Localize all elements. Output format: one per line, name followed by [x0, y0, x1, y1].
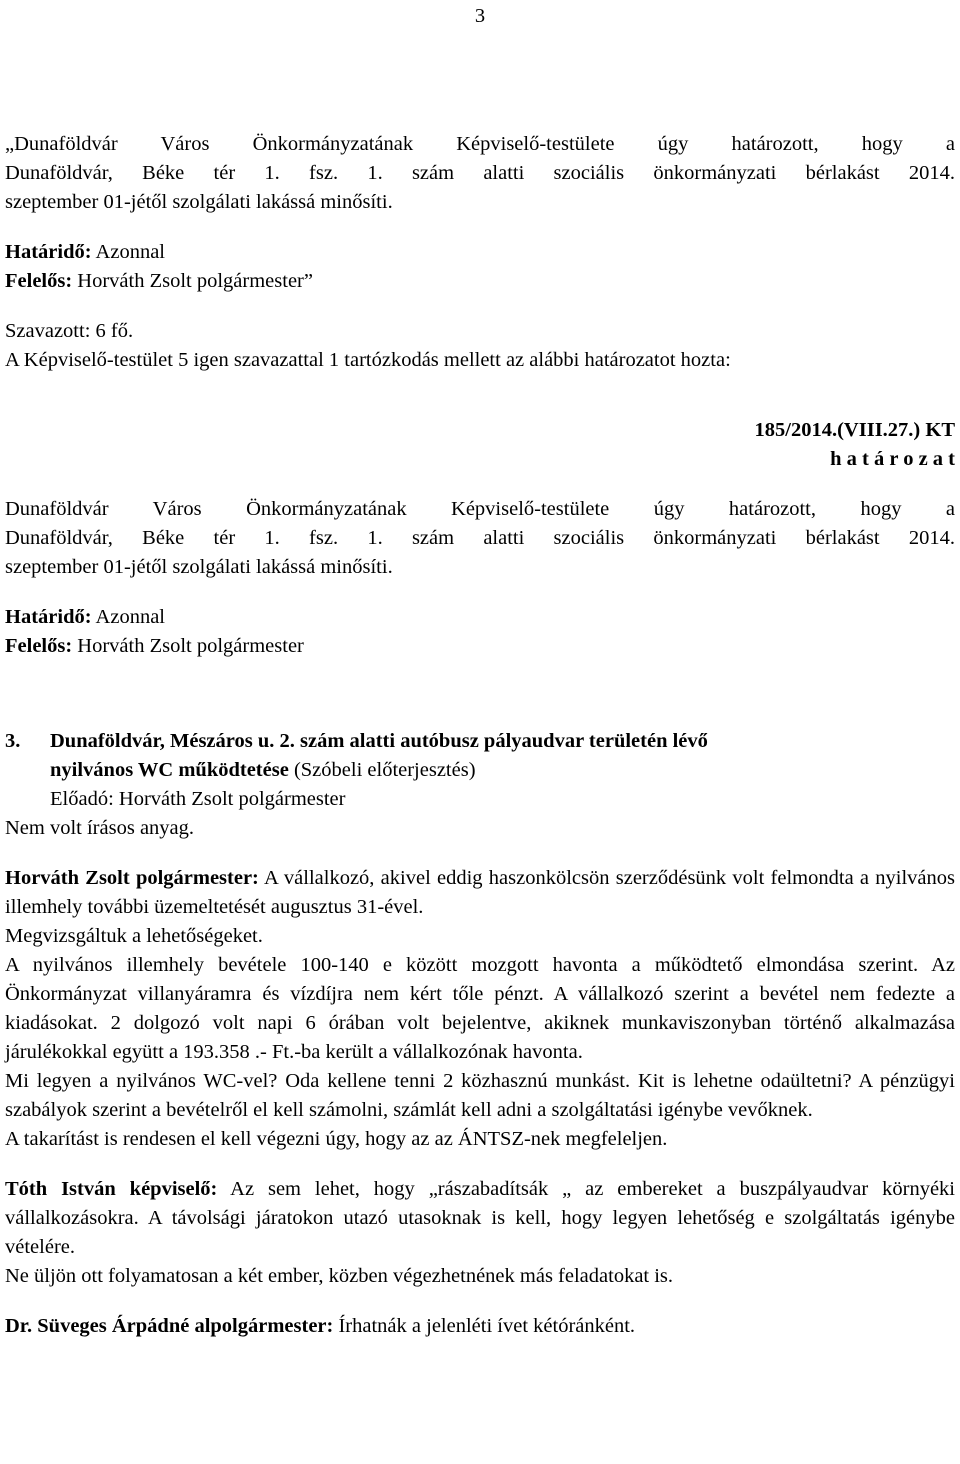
deadline-value: Azonnal	[91, 241, 165, 263]
speech-1-paragraph-4: Mi legyen a nyilvános WC-vel? Oda kellene tenni 2 közhasznú munkást. Kit is lehetne odaültetni? A pénzügyi szabályok szerint a bevételről el kell számolni, számlát kell adni a szolgáltatási igénybe vevőknek.	[5, 1070, 955, 1121]
agenda-presenter: Előadó: Horváth Zsolt polgármester	[50, 788, 346, 810]
agenda-title-bold: nyilvános WC működtetése	[50, 759, 289, 781]
resolution-deadline-value: Azonnal	[91, 606, 165, 628]
speech-1-text-1: A vállalkozó, akivel eddig haszonkölcsön szerződésünk volt felmondta a nyilvános illemhely további üzemeltetését augusztus 31-ével.	[5, 867, 955, 918]
speech-2-text-1: Az sem lehet, hogy „rászabadítsák „ az embereket a buszpályaudvar környéki vállalkozásokra. A távolsági járatokon utazó utasoknak is kell, hogy legyen lehetőség e szolgáltatás igénybe vételére.	[5, 1178, 955, 1258]
resolution-responsible-value: Horváth Zsolt polgármester	[72, 635, 304, 657]
speech-3-speaker: Dr. Süveges Árpádné alpolgármester:	[5, 1315, 334, 1337]
speech-2-speaker: Tóth István képviselő:	[5, 1178, 218, 1200]
speech-1-paragraph-3: A nyilvános illemhely bevétele 100-140 e között mozgott havonta a működtető elmondása szerint. Az Önkormányzat villanyáramra és vízdíjra nem kért tőle pénzt. A vállalkozó szerint a bevétel nem fedezte a kiadásokat. 2 dolgozó volt napi 6 órában volt bejelentve, akiknek munkaviszonyban történő alkalmazása járulékokkal együtt a 193.358 .- Ft.-ba került a vállalkozónak havonta.	[5, 954, 955, 1063]
resolution-deadline-label: Határidő:	[5, 606, 92, 628]
agenda-title-note: (Szóbeli előterjesztés)	[288, 759, 476, 781]
vote-result: A Képviselő-testület 5 igen szavazattal 1 tartózkodás mellett az alábbi határozatot hozta:	[5, 349, 731, 371]
speech-1-paragraph-2: Megvizsgáltuk a lehetőségeket.	[5, 925, 263, 947]
quote-line-1: „Dunaföldvár Város Önkormányzatának Képviselő-testülete úgy határozott, hogy a	[5, 133, 955, 155]
resolution-line-2: Dunaföldvár, Béke tér 1. fsz. 1. szám alatti szociális önkormányzati bérlakást 2014.	[5, 527, 955, 549]
speech-1-paragraph-1	[5, 864, 955, 922]
resolution-responsible-label: Felelős:	[5, 635, 73, 657]
resolution-responsible-line	[5, 632, 955, 661]
speech-2-paragraph-1	[5, 1175, 955, 1262]
responsible-label: Felelős:	[5, 270, 73, 292]
responsible-line	[5, 267, 955, 296]
agenda-title-line-1: Dunaföldvár, Mészáros u. 2. szám alatti autóbusz pályaudvar területén lévő	[50, 730, 708, 752]
speech-3-text-1: Írhatnák a jelenléti ívet kétóránként.	[333, 1315, 636, 1337]
deadline-label: Határidő:	[5, 241, 92, 263]
resolution-line-1: Dunaföldvár Város Önkormányzatának Képviselő-testülete úgy határozott, hogy a	[5, 498, 955, 520]
document-body	[5, 130, 955, 1341]
resolution-number-text: 185/2014.(VIII.27.) KT	[754, 419, 955, 441]
speech-3-paragraph-1	[5, 1312, 955, 1341]
vote-count: Szavazott: 6 fő.	[5, 320, 134, 342]
resolution-line-3: szeptember 01-jétől szolgálati lakássá minősíti.	[5, 556, 393, 578]
resolution-deadline-line	[5, 603, 955, 632]
responsible-value: Horváth Zsolt polgármester”	[72, 270, 313, 292]
page-number: 3	[474, 5, 486, 27]
agenda-no-material: Nem volt írásos anyag.	[5, 817, 195, 839]
resolution-title	[5, 445, 955, 474]
agenda-title-line-2	[5, 756, 955, 785]
quote-line-3: szeptember 01-jétől szolgálati lakássá minősíti.	[5, 191, 393, 213]
speech-1-paragraph-5: A takarítást is rendesen el kell végezni úgy, hogy az az ÁNTSZ-nek megfeleljen.	[5, 1128, 668, 1150]
agenda-number: 3.	[5, 730, 21, 752]
speech-1-speaker: Horváth Zsolt polgármester:	[5, 867, 259, 889]
quote-line-2: Dunaföldvár, Béke tér 1. fsz. 1. szám alatti szociális önkormányzati bérlakást 2014.	[5, 162, 955, 184]
deadline-line	[5, 238, 955, 267]
speech-2-paragraph-2: Ne üljön ott folyamatosan a két ember, közben végezhetnének más feladatokat is.	[5, 1265, 674, 1287]
agenda-item-heading	[5, 727, 955, 756]
resolution-title-text: h a t á r o z a t	[830, 448, 955, 470]
resolution-number	[5, 416, 955, 445]
